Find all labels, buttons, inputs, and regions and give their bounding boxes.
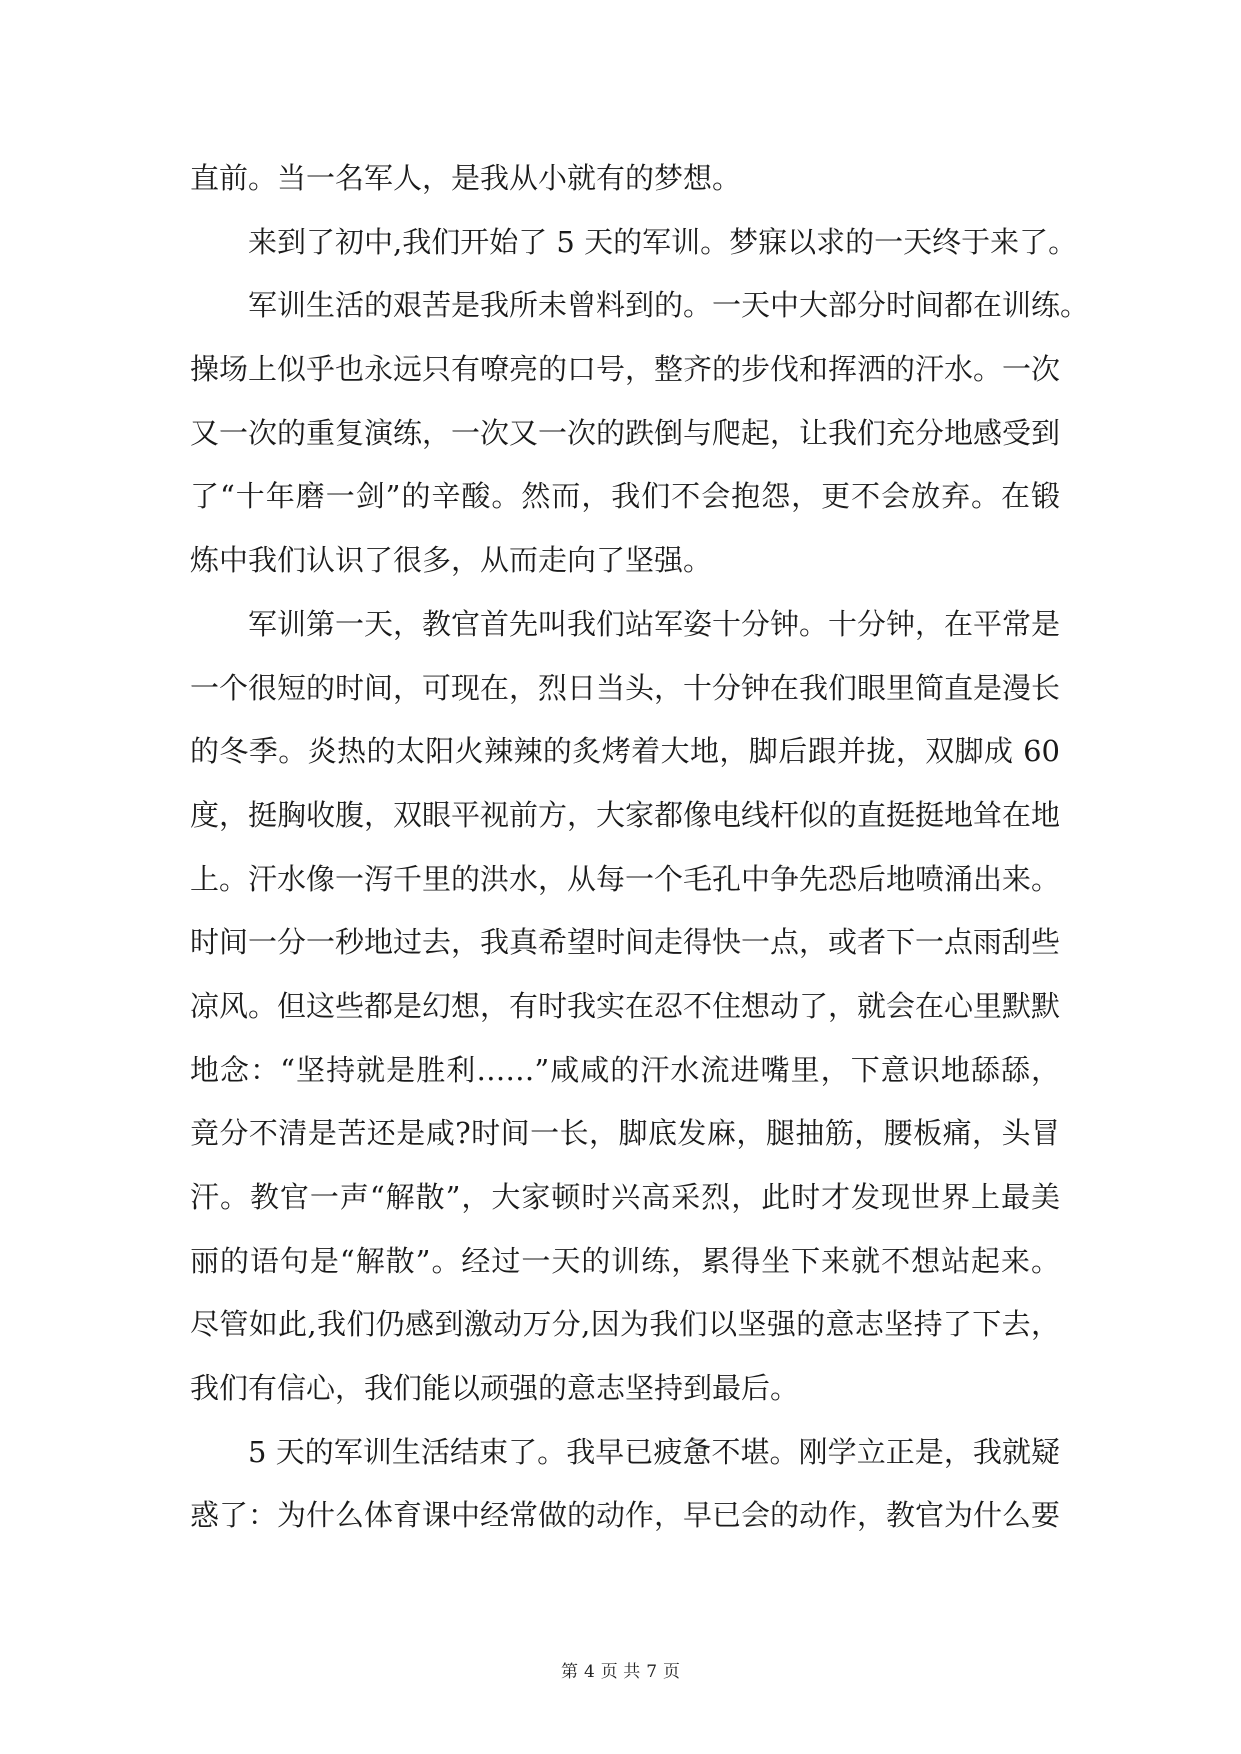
text-line: 上。汗水像一泻千里的洪水，从每一个毛孔中争先恐后地喷涌出来。 bbox=[190, 861, 1061, 896]
text-line: 地念：“坚持就是胜利……”咸咸的汗水流进嘴里，下意识地舔舔， bbox=[190, 1052, 1060, 1087]
text-line: 时间一分一秒地过去，我真希望时间走得快一点，或者下一点雨刮些 bbox=[190, 925, 1061, 960]
text-line: 来到了初中,我们开始了 5 天的军训。梦寐以求的一天终于来了。 bbox=[248, 224, 1078, 259]
footer-suffix: 页 bbox=[663, 1662, 681, 1682]
text-line: 军训生活的艰苦是我所未曾料到的。一天中大部分时间都在训练。 bbox=[248, 288, 1090, 323]
text-line: 惑了：为什么体育课中经常做的动作，早已会的动作，教官为什么要 bbox=[190, 1498, 1061, 1533]
text-line: 直前。当一名军人，是我从小就有的梦想。 bbox=[190, 161, 742, 195]
text-line: 度，挺胸收腹，双眼平视前方，大家都像电线杆似的直挺挺地耸在地 bbox=[190, 797, 1061, 832]
text-line: 凉风。但这些都是幻想，有时我实在忍不住想动了，就会在心里默默 bbox=[190, 988, 1061, 1023]
text-line: 5 天的军训生活结束了。我早已疲惫不堪。刚学立正是，我就疑 bbox=[248, 1434, 1060, 1469]
footer-total-pages: 7 bbox=[646, 1662, 658, 1682]
text-line: 军训第一天，教官首先叫我们站军姿十分钟。十分钟，在平常是 bbox=[248, 606, 1061, 641]
page-footer bbox=[0, 1660, 1241, 1684]
text-line: 丽的语句是“解散”。经过一天的训练，累得坐下来就不想站起来。 bbox=[190, 1243, 1060, 1278]
footer-page-number: 4 bbox=[583, 1662, 595, 1682]
text-line: 了“十年磨一剑”的辛酸。然而，我们不会抱怨，更不会放弃。在锻 bbox=[190, 479, 1060, 514]
text-line: 炼中我们认识了很多，从而走向了坚强。 bbox=[190, 543, 713, 578]
text-line: 竟分不清是苦还是咸?时间一长，脚底发麻，腿抽筋，腰板痛，头冒 bbox=[190, 1116, 1060, 1151]
footer-middle: 页 共 bbox=[600, 1662, 641, 1682]
footer-prefix: 第 bbox=[560, 1662, 578, 1682]
text-line: 尽管如此,我们仍感到激动万分,因为我们以坚强的意志坚持了下去， bbox=[190, 1307, 1060, 1342]
text-line: 又一次的重复演练，一次又一次的跌倒与爬起，让我们充分地感受到 bbox=[190, 415, 1061, 450]
text-line: 我们有信心，我们能以顽强的意志坚持到最后。 bbox=[190, 1371, 800, 1406]
document-body bbox=[190, 158, 1090, 1559]
text-line: 的冬季。炎热的太阳火辣辣的炙烤着大地，脚后跟并拢，双脚成 60 bbox=[190, 734, 1060, 769]
text-line: 操场上似乎也永远只有嘹亮的口号，整齐的步伐和挥洒的汗水。一次 bbox=[190, 352, 1061, 387]
text-line: 一个很短的时间，可现在，烈日当头，十分钟在我们眼里简直是漫长 bbox=[190, 670, 1061, 705]
text-line: 汗。教官一声“解散”，大家顿时兴高采烈，此时才发现世界上最美 bbox=[190, 1180, 1060, 1214]
